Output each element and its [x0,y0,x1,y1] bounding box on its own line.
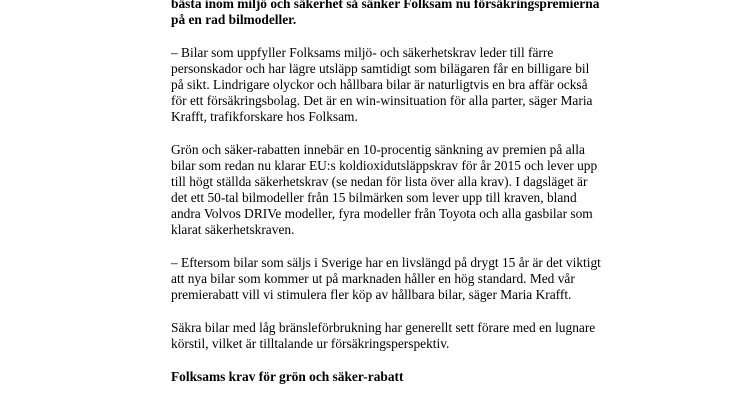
text-line: Krafft, trafikforskare hos Folksam. [171,109,358,124]
text-line: premierabatt vill vi stimulera fler köp av hållbara bilar, säger Maria Krafft. [171,287,572,302]
paragraph-rebate [171,142,671,238]
lead-line: på en rad bilmodeller. [171,12,297,27]
text-line: körstil, vilket är tilltalande ur försäkringsperspektiv. [171,336,450,351]
paragraph-quote-1 [171,45,671,125]
paragraph-drivers [171,320,671,352]
text-line: andra Volvos DRIVe modeller, fyra modeller från Toyota och alla gasbilar som [171,206,593,221]
text-line: – Eftersom bilar som säljs i Sverige har en livslängd på drygt 15 år är det viktigt [171,255,601,270]
text-line: klarat säkerhetskraven. [171,222,295,237]
text-line: – Bilar som uppfyller Folksams miljö- och säkerhetskrav leder till färre [171,45,554,60]
lead-line: bästa inom miljö och säkerhet så sänker Folksam nu försäkringspremierna [171,0,600,11]
text-line: att nya bilar som kommer ut på marknaden håller en hög standard. Med vår [171,271,575,286]
text-line: det ett 50-tal bilmodeller från 15 bilmärken som lever upp till kraven, bland [171,190,577,205]
paragraph-quote-2 [171,255,671,303]
text-line: personskador och har lägre utsläpp samtidigt som bilägaren får en billigare bil [171,61,590,76]
text-line: bilar som redan nu klarar EU:s koldioxidutsläppskrav för år 2015 och lever upp [171,158,598,173]
text-line: Grön och säker-rabatten innebär en 10-procentig sänkning av premien på alla [171,142,585,157]
text-line: för ett försäkringsbolag. Det är en win-winsituation för alla parter, säger Maria [171,93,593,108]
text-line: Säkra bilar med låg bränsleförbrukning har generellt sett förare med en lugnare [171,320,596,335]
text-line: på sikt. Lindrigare olyckor och hållbara bilar är naturligtvis en bra affär också [171,77,588,92]
text-line: till högt ställda säkerhetskrav (se nedan för lista över alla krav). I dagsläget är [171,174,588,189]
subheading: Folksams krav för grön och säker-rabatt [171,369,404,384]
document-page [171,0,671,385]
